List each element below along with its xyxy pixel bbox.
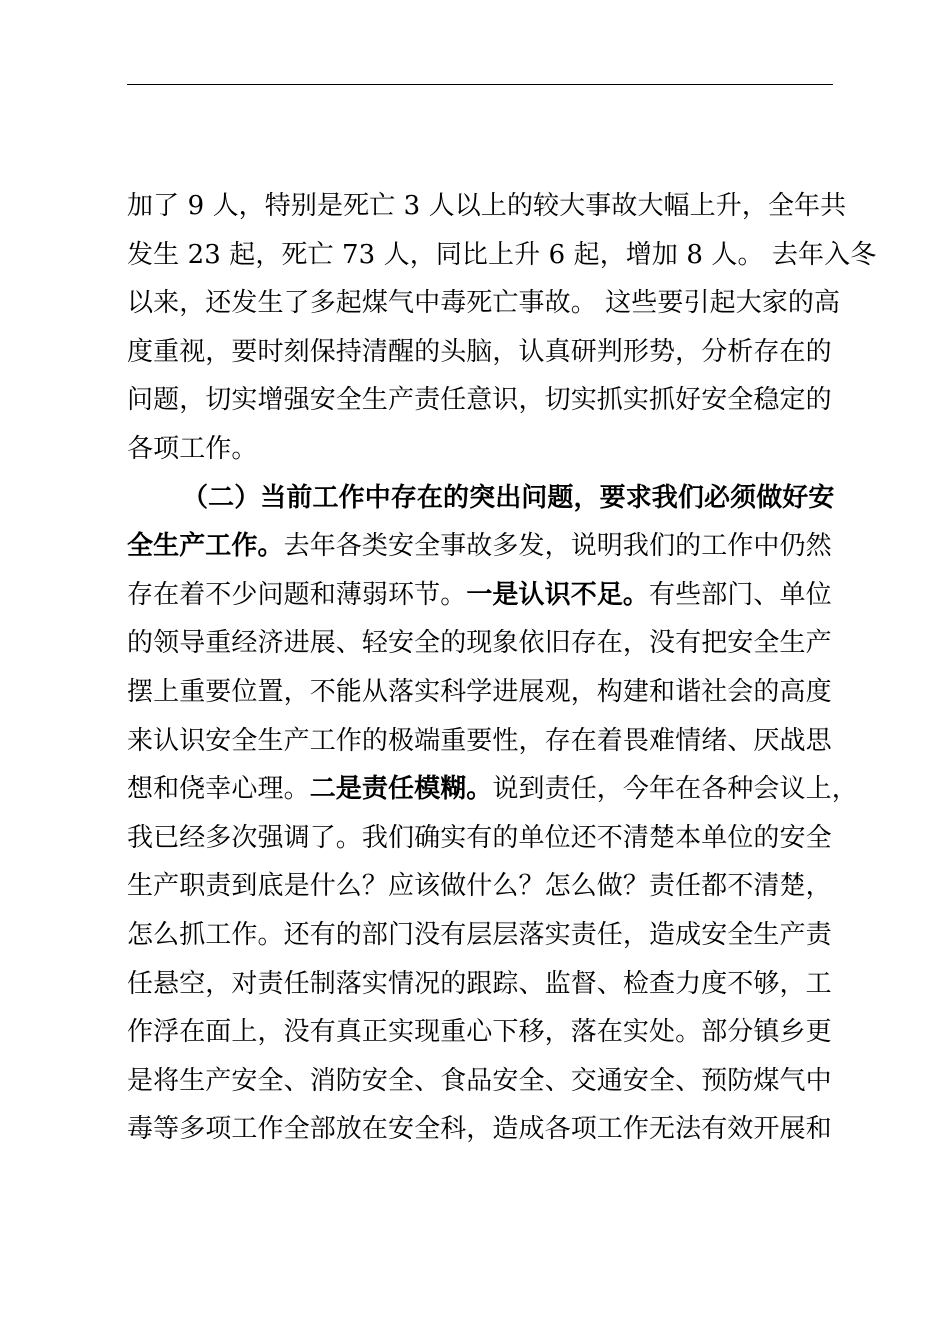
paragraph-2-line-14: 毒等多项工作全部放在安全科，造成各项工作无法有效开展和: [127, 1114, 832, 1145]
point-2-title: 二是责任模糊。: [309, 774, 493, 805]
paragraph-1-line-3: 以来，还发生了多起煤气中毒死亡事故。 这些要引起大家的高: [127, 288, 841, 319]
paragraph-1-line-4: 度重视，要时刻保持清醒的头脑，认真研判形势，分析存在的: [127, 336, 832, 367]
paragraph-2-line-5: 摆上重要位置，不能从落实科学进展观，构建和谐社会的高度: [127, 676, 832, 707]
paragraph-2-line-11: 任悬空，对责任制落实情况的跟踪、监督、检查力度不够，工: [127, 968, 832, 999]
point-1-title: 一是认识不足。: [466, 579, 650, 610]
section-heading-line-2: 全生产工作。: [127, 531, 284, 562]
paragraph-2-line-9: 生产职责到底是什么？应该做什么？怎么做？责任都不清楚，: [127, 871, 832, 902]
body-text: [127, 182, 877, 1154]
paragraph-2-line-7-start: 想和侥幸心理。: [127, 774, 310, 805]
paragraph-2-line-7-rest: 说到责任，今年在各种会议上，: [492, 774, 858, 805]
paragraph-2-line-3-rest: 有些部门、单位: [649, 579, 832, 610]
paragraph-2-line-8: 我已经多次强调了。我们确实有的单位还不清楚本单位的安全: [127, 822, 832, 853]
paragraph-1-line-5: 问题，切实增强安全生产责任意识，切实抓实抓好安全稳定的: [127, 385, 832, 416]
paragraph-2-line-2-rest: 去年各类安全事故多发，说明我们的工作中仍然: [283, 531, 832, 562]
paragraph-2-line-12: 作浮在面上，没有真正实现重心下移，落在实处。部分镇乡更: [127, 1017, 832, 1048]
paragraph-2-line-10: 怎么抓工作。还有的部门没有层层落实责任，造成安全生产责: [127, 919, 832, 950]
paragraph-1-line-2: 发生 23 起，死亡 73 人，同比上升 6 起，增加 8 人。 去年入冬: [127, 239, 877, 270]
paragraph-2-line-3: [127, 571, 839, 620]
paragraph-2-line-4: 的领导重经济进展、轻安全的现象依旧存在，没有把安全生产: [127, 628, 832, 659]
paragraph-1-line-6: 各项工作。: [127, 433, 258, 464]
paragraph-2: [127, 474, 858, 1154]
paragraph-2-line-6: 来认识安全生产工作的极端重要性，存在着畏难情绪、厌战思: [127, 725, 832, 756]
header-rule: [127, 84, 833, 85]
paragraph-2-line-3-start: 存在着不少问题和薄弱环节。: [127, 579, 467, 610]
paragraph-2-line-13: 是将生产安全、消防安全、食品安全、交通安全、预防煤气中: [127, 1065, 832, 1096]
paragraph-2-line-2: [127, 522, 839, 571]
paragraph-1-line-1: 加了 9 人，特别是死亡 3 人以上的较大事故大幅上升，全年共: [127, 191, 847, 221]
paragraph-1: [127, 182, 877, 474]
section-heading-line-1: （二）当前工作中存在的突出问题，要求我们必须做好安: [182, 482, 835, 513]
paragraph-2-line-7: [127, 765, 858, 814]
